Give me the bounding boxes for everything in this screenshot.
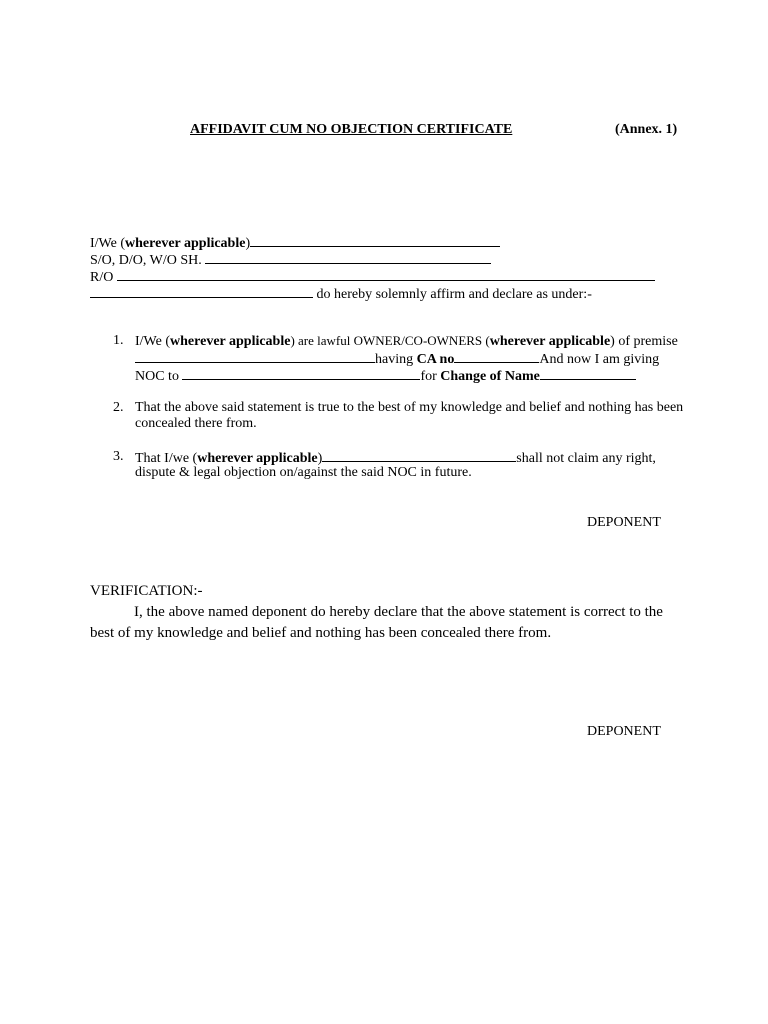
verification-line-1: I, the above named deponent do hereby declare that the above statement is correct to the bbox=[134, 604, 663, 620]
name-blank[interactable] bbox=[250, 234, 500, 247]
verification-line-2: best of my knowledge and belief and nothing has been concealed there from. bbox=[90, 625, 552, 641]
item-1-noc: NOC to bbox=[135, 369, 183, 384]
item-1-text-c: ) are lawful OWNER/CO-OWNERS ( bbox=[290, 333, 490, 348]
intro-close-paren: ) bbox=[245, 236, 251, 251]
item-1-for: for bbox=[420, 369, 441, 384]
father-name-blank[interactable] bbox=[205, 251, 491, 264]
item-3-text-a: That I/we ( bbox=[135, 451, 198, 466]
item-1-giving: And now I am giving bbox=[539, 352, 660, 367]
item-2-line-2: concealed there from. bbox=[135, 416, 257, 431]
item-1-number: 1. bbox=[113, 333, 124, 348]
item-1-line-1 bbox=[135, 333, 678, 350]
deponent-signature-label-2: DEPONENT bbox=[587, 724, 661, 739]
intro-line-affirm bbox=[90, 285, 592, 303]
change-of-name-blank[interactable] bbox=[540, 367, 636, 380]
intro-ro-text: R/O bbox=[90, 270, 114, 285]
item-2-number: 2. bbox=[113, 400, 124, 415]
item-3-blank[interactable] bbox=[322, 449, 516, 462]
intro-line-ro bbox=[90, 268, 655, 286]
item-1-text-d: wherever applicable bbox=[489, 334, 611, 349]
noc-to-blank[interactable] bbox=[182, 367, 420, 380]
intro-wherever-text: wherever applicable bbox=[125, 236, 246, 251]
item-1-text-e: ) of premise bbox=[610, 334, 678, 349]
intro-line-iwe bbox=[90, 234, 500, 252]
address-blank-2[interactable] bbox=[90, 285, 313, 298]
address-blank-1[interactable] bbox=[117, 268, 655, 281]
intro-so-text: S/O, D/O, W/O SH. bbox=[90, 253, 202, 268]
item-1-having: having bbox=[375, 352, 417, 367]
item-3-text-d: shall not claim any right, bbox=[516, 451, 656, 466]
intro-iwe-text: I/We ( bbox=[90, 236, 126, 251]
item-3-text-b: wherever applicable bbox=[197, 451, 318, 466]
item-1-change-of-name: Change of Name bbox=[440, 369, 540, 384]
intro-affirm-text: do hereby solemnly affirm and declare as under:- bbox=[313, 287, 592, 302]
item-3-number: 3. bbox=[113, 449, 124, 464]
item-1-ca-no: CA no bbox=[416, 352, 455, 367]
premise-blank[interactable] bbox=[135, 350, 375, 363]
item-1-line-2 bbox=[135, 350, 659, 368]
document-title: AFFIDAVIT CUM NO OBJECTION CERTIFICATE bbox=[190, 122, 513, 137]
item-3-text-c: ) bbox=[317, 451, 323, 466]
item-1-line-3 bbox=[135, 367, 636, 385]
item-1-text-a: I/We ( bbox=[135, 334, 171, 349]
deponent-signature-label-1: DEPONENT bbox=[587, 515, 661, 530]
item-3-line-2: dispute & legal objection on/against the said NOC in future. bbox=[135, 465, 472, 480]
ca-no-blank[interactable] bbox=[454, 350, 539, 363]
annex-label: (Annex. 1) bbox=[615, 122, 678, 137]
verification-heading: VERIFICATION:- bbox=[90, 583, 203, 599]
item-1-text-b: wherever applicable bbox=[170, 334, 291, 349]
item-2-line-1: That the above said statement is true to the best of my knowledge and belief and nothing has been bbox=[135, 400, 684, 415]
intro-line-so bbox=[90, 251, 491, 269]
